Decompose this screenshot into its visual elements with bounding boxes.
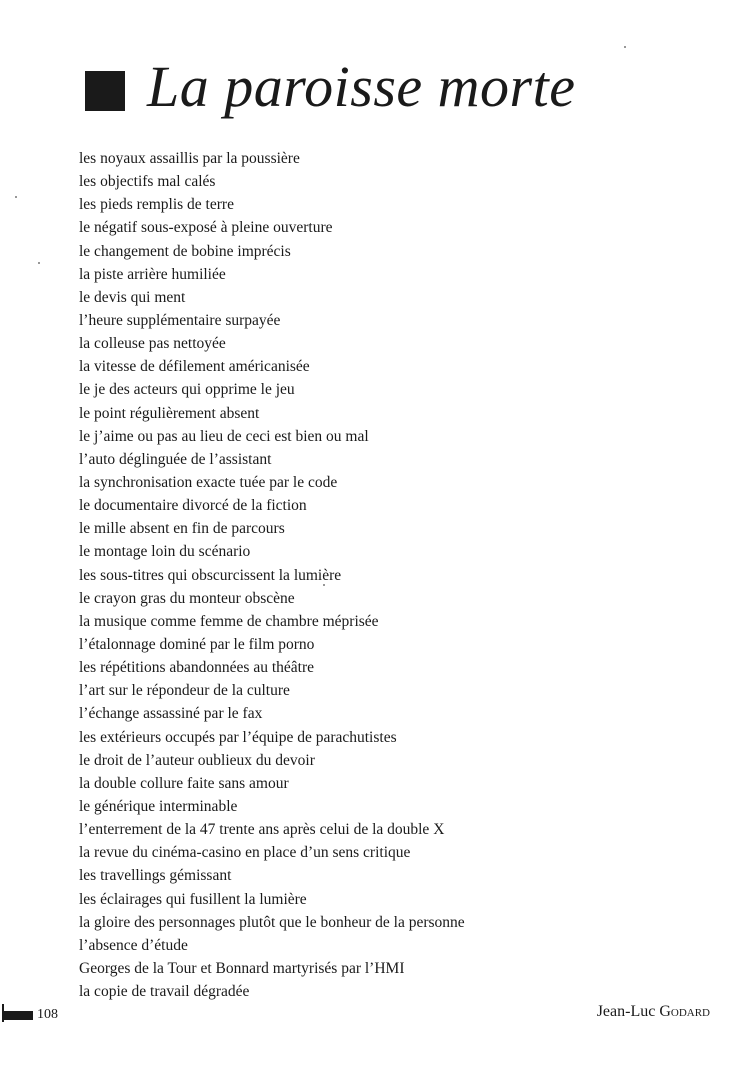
scan-speck: [323, 584, 325, 586]
author-first-name: Jean-Luc: [596, 1003, 660, 1020]
poem-line: le devis qui ment: [79, 288, 186, 306]
poem-line: la synchronisation exacte tuée par le code: [79, 473, 338, 491]
title-square-bullet: [85, 71, 125, 111]
poem-line: la gloire des personnages plutôt que le bonheur de la personne: [79, 913, 465, 931]
poem-line: l’art sur le répondeur de la culture: [79, 682, 290, 700]
poem-line: les objectifs mal calés: [79, 173, 216, 191]
poem-line: l’heure supplémentaire surpayée: [79, 311, 281, 329]
page-number-bar: [2, 1011, 33, 1020]
poem-text: [79, 147, 465, 1003]
poem-line: le j’aime ou pas au lieu de ceci est bien ou mal: [79, 427, 369, 445]
poem-line: l’auto déglinguée de l’assistant: [79, 450, 272, 468]
page-title: [85, 50, 576, 124]
poem-line: le crayon gras du monteur obscène: [79, 589, 295, 607]
poem-line: le droit de l’auteur oublieux du devoir: [79, 751, 315, 769]
poem-line: la piste arrière humiliée: [79, 265, 226, 283]
poem-line: les travellings gémissant: [79, 867, 232, 885]
poem-line: les extérieurs occupés par l’équipe de parachutistes: [79, 728, 397, 746]
poem-line: la musique comme femme de chambre méprisée: [79, 612, 379, 630]
scan-speck: [38, 262, 40, 264]
poem-line: la vitesse de défilement américanisée: [79, 358, 310, 376]
poem-line: la revue du cinéma-casino en place d’un sens critique: [79, 844, 411, 862]
poem-line: le négatif sous-exposé à pleine ouverture: [79, 219, 333, 237]
poem-line: l’enterrement de la 47 trente ans après celui de la double X: [79, 821, 445, 839]
poem-line: l’échange assassiné par le fax: [79, 705, 263, 723]
poem-line: l’étalonnage dominé par le film porno: [79, 635, 315, 653]
poem-line: les sous-titres qui obscurcissent la lumière: [79, 566, 342, 584]
poem-line: le je des acteurs qui opprime le jeu: [79, 381, 295, 399]
poem-line: Georges de la Tour et Bonnard martyrisés par l’HMI: [79, 959, 405, 977]
title-text: La paroisse morte: [147, 54, 576, 119]
poem-line: les pieds remplis de terre: [79, 196, 234, 214]
poem-line: les éclairages qui fusillent la lumière: [79, 890, 307, 908]
poem-line: l’absence d’étude: [79, 936, 188, 954]
poem-line: la double collure faite sans amour: [79, 774, 289, 792]
author-signature: [597, 1002, 710, 1022]
poem-line: le montage loin du scénario: [79, 543, 251, 561]
scan-speck: [15, 196, 17, 198]
poem-line: les noyaux assaillis par la poussière: [79, 150, 300, 167]
scan-speck: [624, 46, 626, 48]
poem-line: le changement de bobine imprécis: [79, 242, 291, 260]
poem-line: la colleuse pas nettoyée: [79, 335, 226, 353]
poem-line: les répétitions abandonnées au théâtre: [79, 659, 314, 677]
author-last-name: Godard: [659, 1003, 710, 1020]
poem-line: le documentaire divorcé de la fiction: [79, 497, 307, 515]
page-number: 108: [37, 1007, 58, 1022]
poem-line: le point régulièrement absent: [79, 404, 260, 422]
poem-line: le mille absent en fin de parcours: [79, 520, 285, 538]
poem-line: le générique interminable: [79, 797, 238, 815]
poem-line: la copie de travail dégradée: [79, 983, 250, 1001]
